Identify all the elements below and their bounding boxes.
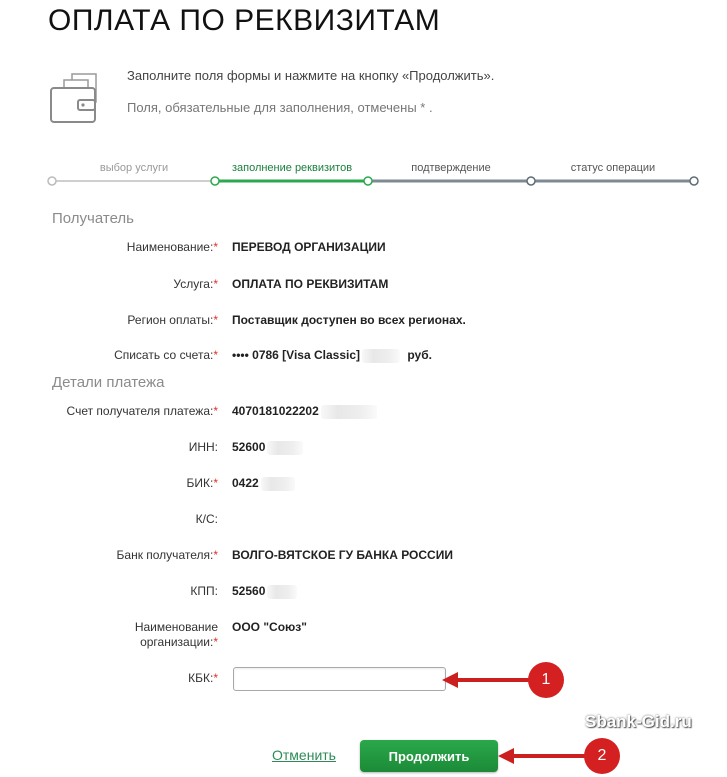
ks-label: К/С: [195,512,218,526]
callout-badge-2: 2 [584,738,620,774]
kpp-value: 52560 [232,584,297,599]
step-label-status: статус операции [570,162,656,174]
kbk-label: КБК:* [188,671,218,685]
name-label: Наименование:* [126,240,218,254]
region-label: Регион оплаты:* [127,313,218,327]
service-label: Услуга:* [173,277,218,291]
step-dot-5 [690,177,698,185]
step-label-service: выбор услуги [99,162,169,174]
service-value: ОПЛАТА ПО РЕКВИЗИТАМ [232,277,389,291]
bank-value: ВОЛГО-ВЯТСКОЕ ГУ БАНКА РОССИИ [232,548,453,562]
kpp-label: КПП: [190,584,218,598]
details-heading: Детали платежа [52,374,165,391]
wallet-icon [50,72,98,124]
org-value: ООО "Союз" [232,620,307,634]
region-value: Поставщик доступен во всех регионах. [232,313,466,327]
step-label-details: заполнение реквизитов [231,162,353,174]
payee-account-label: Счет получателя платежа:* [66,404,218,418]
redacted-inn [267,441,303,455]
step-dot-1 [48,177,56,185]
site-watermark: Sbank-Gid.ru [585,712,692,731]
bik-value: 0422 [232,476,295,491]
redacted-bik [261,477,295,491]
bank-label: Банк получателя:* [116,548,218,562]
payee-account-value: 4070181022202 [232,404,377,419]
arrow-to-kbk [440,670,532,690]
callout-badge-1: 1 [528,662,564,698]
page-title: ОПЛАТА ПО РЕКВИЗИТАМ [48,4,441,37]
bik-label: БИК:* [186,476,218,490]
step-dot-3 [364,177,372,185]
kbk-input[interactable] [233,667,446,691]
recipient-heading: Получатель [52,210,134,227]
cancel-link[interactable]: Отменить [272,747,336,763]
step-label-confirm: подтверждение [411,162,491,174]
account-value: •••• 0786 [Visa Classic] руб. [232,348,432,362]
redacted-balance [362,349,400,363]
name-value: ПЕРЕВОД ОРГАНИЗАЦИИ [232,240,386,254]
redacted-kpp [267,585,297,599]
required-fields-hint: Поля, обязательные для заполнения, отмечены * . [127,100,433,115]
account-label: Списать со счета:* [114,348,218,362]
org-label-line2: организации:* [140,635,218,649]
continue-button[interactable]: Продолжить [360,740,498,772]
inn-value: 52600 [232,440,303,455]
progress-stepper [52,178,696,184]
redacted-account [321,405,377,419]
org-label-line1: Наименование [134,620,218,634]
step-dot-2 [211,177,219,185]
arrow-to-continue [496,746,588,766]
step-dot-4 [527,177,535,185]
form-hint: Заполните поля формы и нажмите на кнопку «Продолжить». [127,68,495,83]
inn-label: ИНН: [188,440,218,454]
